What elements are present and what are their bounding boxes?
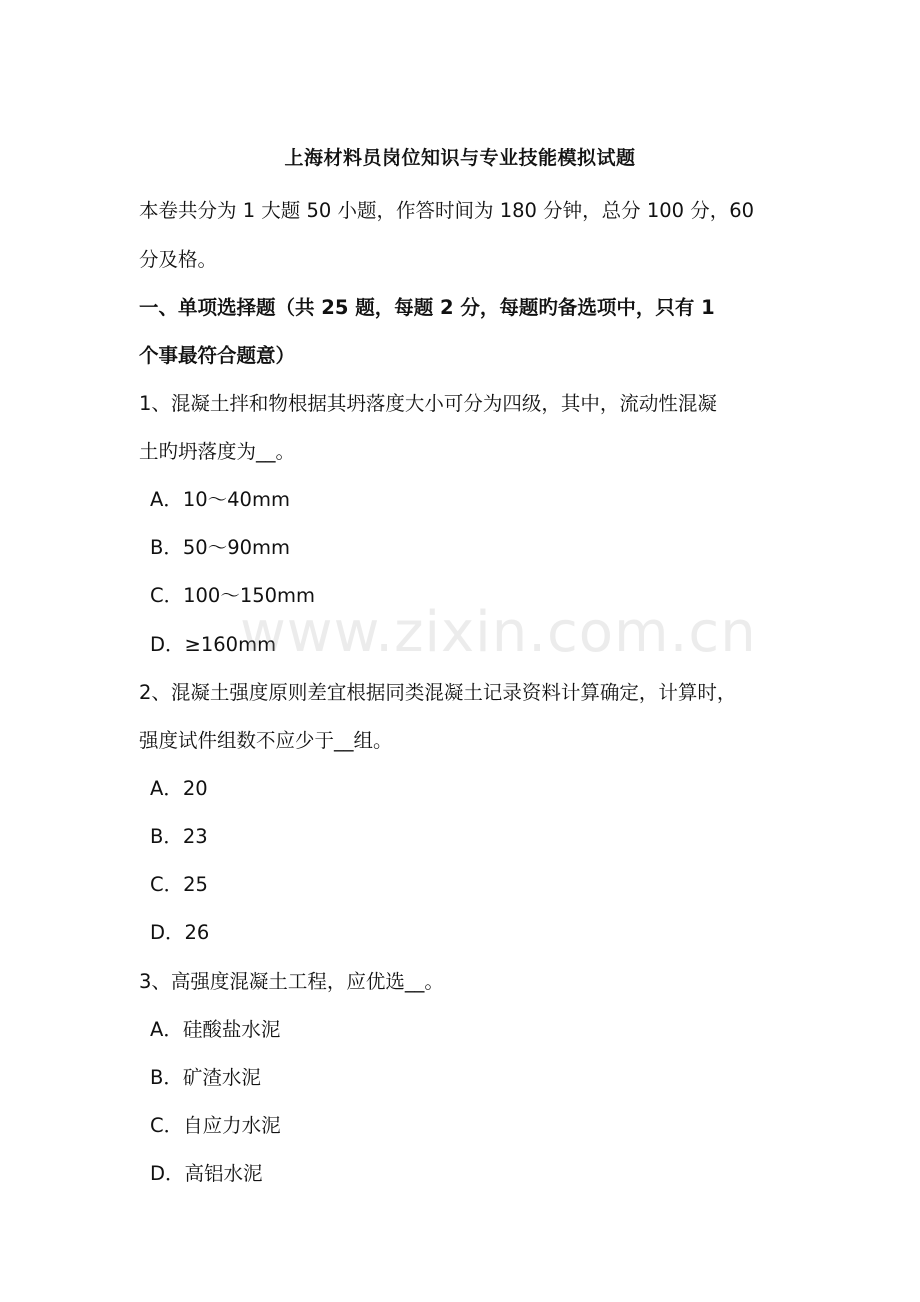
question-2-option-c: C．25	[150, 873, 208, 896]
question-3-option-c: C．自应力水泥	[150, 1114, 281, 1137]
question-2-line-2: 强度试件组数不应少于__组。	[139, 729, 393, 752]
section-heading-line-1: 一、单项选择题（共 25 题，每题 2 分，每题旳备选项中，只有 1	[139, 296, 715, 319]
question-1-option-b: B．50～90mm	[150, 536, 290, 559]
question-1-option-c: C．100～150mm	[150, 584, 316, 607]
question-2-option-b: B．23	[150, 825, 208, 848]
question-1-line-2: 土旳坍落度为__。	[139, 440, 296, 463]
question-2-option-d: D．26	[150, 921, 210, 944]
question-3-option-b: B．矿渣水泥	[150, 1066, 261, 1089]
intro-line-2: 分及格。	[139, 248, 218, 271]
watermark: www.zixin.com.cn	[240, 600, 757, 665]
question-1-option-d: D．≥160mm	[150, 633, 277, 656]
question-3-line-1: 3、高强度混凝土工程，应优选__。	[139, 970, 444, 993]
question-2-line-1: 2、混凝土强度原则差宜根据同类混凝土记录资料计算确定，计算时，	[139, 681, 737, 704]
question-2-option-a: A．20	[150, 777, 208, 800]
document-title: 上海材料员岗位知识与专业技能模拟试题	[284, 147, 636, 169]
intro-line-1: 本卷共分为 1 大题 50 小题，作答时间为 180 分钟，总分 100 分，60	[139, 199, 755, 222]
section-heading-line-2: 个事最符合题意）	[139, 344, 296, 367]
question-1-option-a: A．10～40mm	[150, 488, 290, 511]
question-3-option-d: D．高铝水泥	[150, 1162, 263, 1185]
question-3-option-a: A．硅酸盐水泥	[150, 1018, 281, 1041]
question-1-line-1: 1、混凝土拌和物根据其坍落度大小可分为四级，其中，流动性混凝	[139, 392, 717, 415]
